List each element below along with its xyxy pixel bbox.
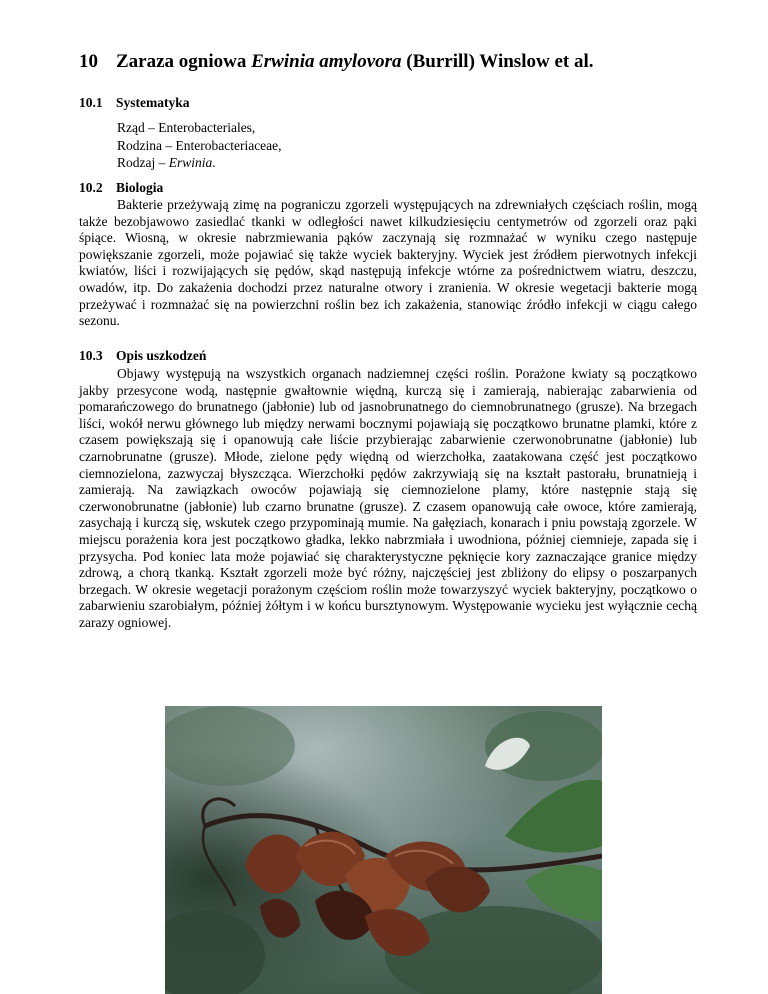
chapter-heading	[79, 50, 719, 74]
chapter-title-species: Erwinia amylovora	[251, 51, 402, 72]
taxonomy-genus-name: Erwinia	[168, 155, 213, 170]
chapter-title-prefix: Zaraza ogniowa	[116, 51, 252, 72]
section-title: Opis uszkodzeń	[116, 348, 207, 363]
section-heading-systematics	[79, 94, 190, 111]
section-title: Biologia	[116, 180, 164, 195]
section-heading-biology	[79, 179, 163, 196]
taxonomy-list	[117, 119, 282, 172]
section-number: 10.3	[79, 348, 103, 363]
taxonomy-family: Rodzina – Enterobacteriaceae,	[117, 137, 282, 153]
fire-blight-photo-illustration	[165, 706, 602, 994]
section-heading-damage	[79, 347, 206, 364]
damage-description-paragraph: Objawy występują na wszystkich organach nadziemnej części roślin. Porażone kwiaty są początkowo jakby przesycone wodą, następnie gwałtownie więdną, kurczą się i zamierają, nabierając zabarwienia od pomarańczowego do brunatnego (jabłonie) lub od jasnobrunatnego do ciemnobrunatnego (grusze). Na brzegach liści, wokół nerwu głównego lub między nerwami bocznymi pojawiają się początkowo brunatne plamki, które z czasem powiększają się i opanowują całe liście przybierając zabarwienie czerwonobrunatne (jabłonie) lub czarnobrunatne (grusze). Młode, zielone pędy więdną od wierzchołka, zaatakowana część jest początkowo ciemnozielona, zazwyczaj błyszcząca. Wierzchołki pędów zakrzywiają się na kształt pastorału, brunatnieją i zamierają. Na zawiązkach owoców pojawiają się ciemnozielone plamy, które następnie stają się czerwonobrunatne (jabłonie) lub czarno brunatne (grusze). Z czasem opanowują całe owoce, które zamierają, zasychają i kurczą się, wskutek czego przypominają mumie. Na gałęziach, konarach i pniu powstają zgorzele. W miejscu porażenia kora jest początkowo gładka, lekko nabrzmiała i uwodniona, później ciemnieje, zapada się i przysycha. Pod koniec lata może pojawiać się charakterystyczne pęknięcie kory zaznaczające granice między zdrową, a chorą tkanką. Kształt zgorzeli może być różny, najczęściej jest zbliżony do elipsy o poszarpanych brzegach. W okresie wegetacji porażonym częściom roślin może towarzyszyć wyciek bakteryjny, początkowo o zabarwieniu szarobiałym, później żółtym i w końcu bursztynowym. Występowanie wycieku jest wyłącznie cechą zarazy ogniowej.	[79, 366, 697, 630]
fire-blight-photo	[165, 706, 602, 994]
taxonomy-order: Rząd – Enterobacteriales,	[117, 120, 256, 135]
taxonomy-genus	[117, 154, 282, 172]
section-title: Systematyka	[116, 95, 190, 110]
chapter-number: 10	[79, 51, 98, 72]
taxonomy-genus-end: .	[212, 155, 216, 170]
taxonomy-genus-label: Rodzaj –	[117, 155, 169, 170]
biology-paragraph: Bakterie przeżywają zimę na pograniczu zgorzeli występujących na zdrewniałych częściach roślin, mogą także bezobjawowo zasiedlać tkanki w odległości nawet kilkudziesięciu centymetrów od zgorzeli oraz pąki śpiące. Wiosną, w okresie nabrzmiewania pąków zaczynają się rozmnażać w wyniku czego następuje powiększanie zgorzeli, może pojawiać się także wyciek bakteryjny. Wyciek jest źródłem pierwotnych infekcji kwiatów, liści i rozwijających się pędów, skąd następują infekcje wtórne za pośrednictwem wiatru, deszczu, owadów, itp. Do zakażenia dochodzi przez naturalne otwory i zranienia. W okresie wegetacji bakterie mogą przeżywać i rozmnażać się na powierzchni roślin bez ich zakażenia, stanowiąc źródło infekcji w ciągu całego sezonu.	[79, 197, 697, 329]
chapter-title-authority: (Burrill) Winslow et al.	[401, 51, 594, 72]
section-number: 10.2	[79, 180, 103, 195]
section-number: 10.1	[79, 95, 103, 110]
